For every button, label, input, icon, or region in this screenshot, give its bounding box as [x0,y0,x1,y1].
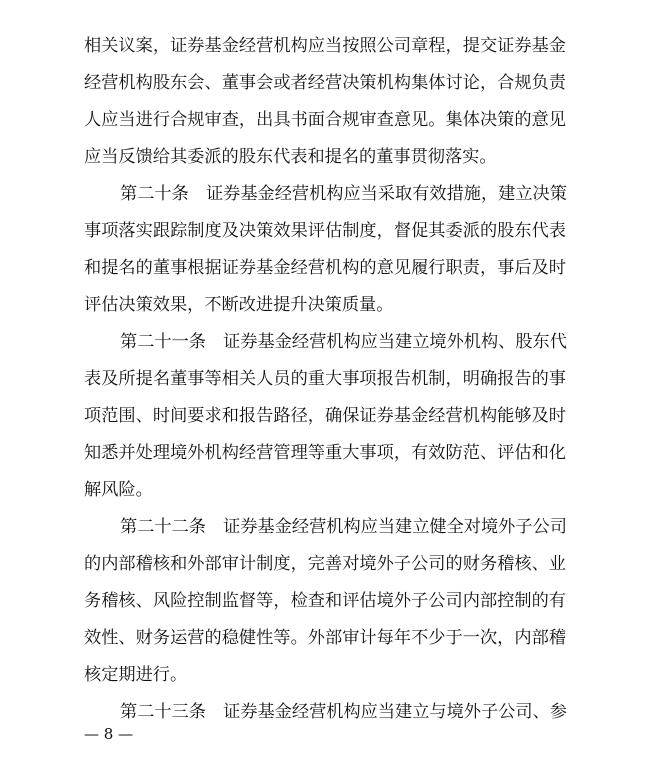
article-22-line-2: 的内部稽核和外部审计制度，完善对境外子公司的财务稽核、业 [84,554,566,574]
article-22-line-3: 务稽核、风险控制监督等，检查和评估境外子公司内部控制的有 [84,591,566,611]
article-20-line-4: 评估决策效果，不断改进提升决策质量。 [84,295,394,315]
article-20-line-3: 和提名的董事根据证券基金经营机构的意见履行职责，事后及时 [84,258,566,278]
article-21-line-4: 知悉并处理境外机构经营管理等重大事项，有效防范、评估和化 [84,443,566,463]
article-22-line-4: 效性、财务运营的稳健性等。外部审计每年不少于一次，内部稽 [84,628,566,648]
paragraph-1-line-2: 经营机构股东会、董事会或者经营决策机构集体讨论，合规负责 [84,73,566,93]
article-22-line-1: 第二十二条 证券基金经营机构应当建立健全对境外子公司 [120,517,567,537]
paragraph-1-line-4: 应当反馈给其委派的股东代表和提名的董事贯彻落实。 [84,147,497,167]
paragraph-1-line-3: 人应当进行合规审查，出具书面合规审查意见。集体决策的意见 [84,110,566,130]
article-21-line-3: 项范围、时间要求和报告路径，确保证券基金经营机构能够及时 [84,406,566,426]
article-23-line-1: 第二十三条 证券基金经营机构应当建立与境外子公司、参 [120,702,567,722]
article-21-line-5: 解风险。 [84,480,153,500]
article-20-line-2: 事项落实跟踪制度及决策效果评估制度，督促其委派的股东代表 [84,221,566,241]
article-22-line-5: 核定期进行。 [84,665,188,685]
article-20-line-1: 第二十条 证券基金经营机构应当采取有效措施，建立决策 [120,184,567,204]
article-21-line-1: 第二十一条 证券基金经营机构应当建立境外机构、股东代 [120,332,567,352]
page-number: — 8 — [84,725,134,743]
paragraph-1-line-1: 相关议案，证券基金经营机构应当按照公司章程，提交证券基金 [84,36,566,56]
article-21-line-2: 表及所提名董事等相关人员的重大事项报告机制，明确报告的事 [84,369,566,389]
